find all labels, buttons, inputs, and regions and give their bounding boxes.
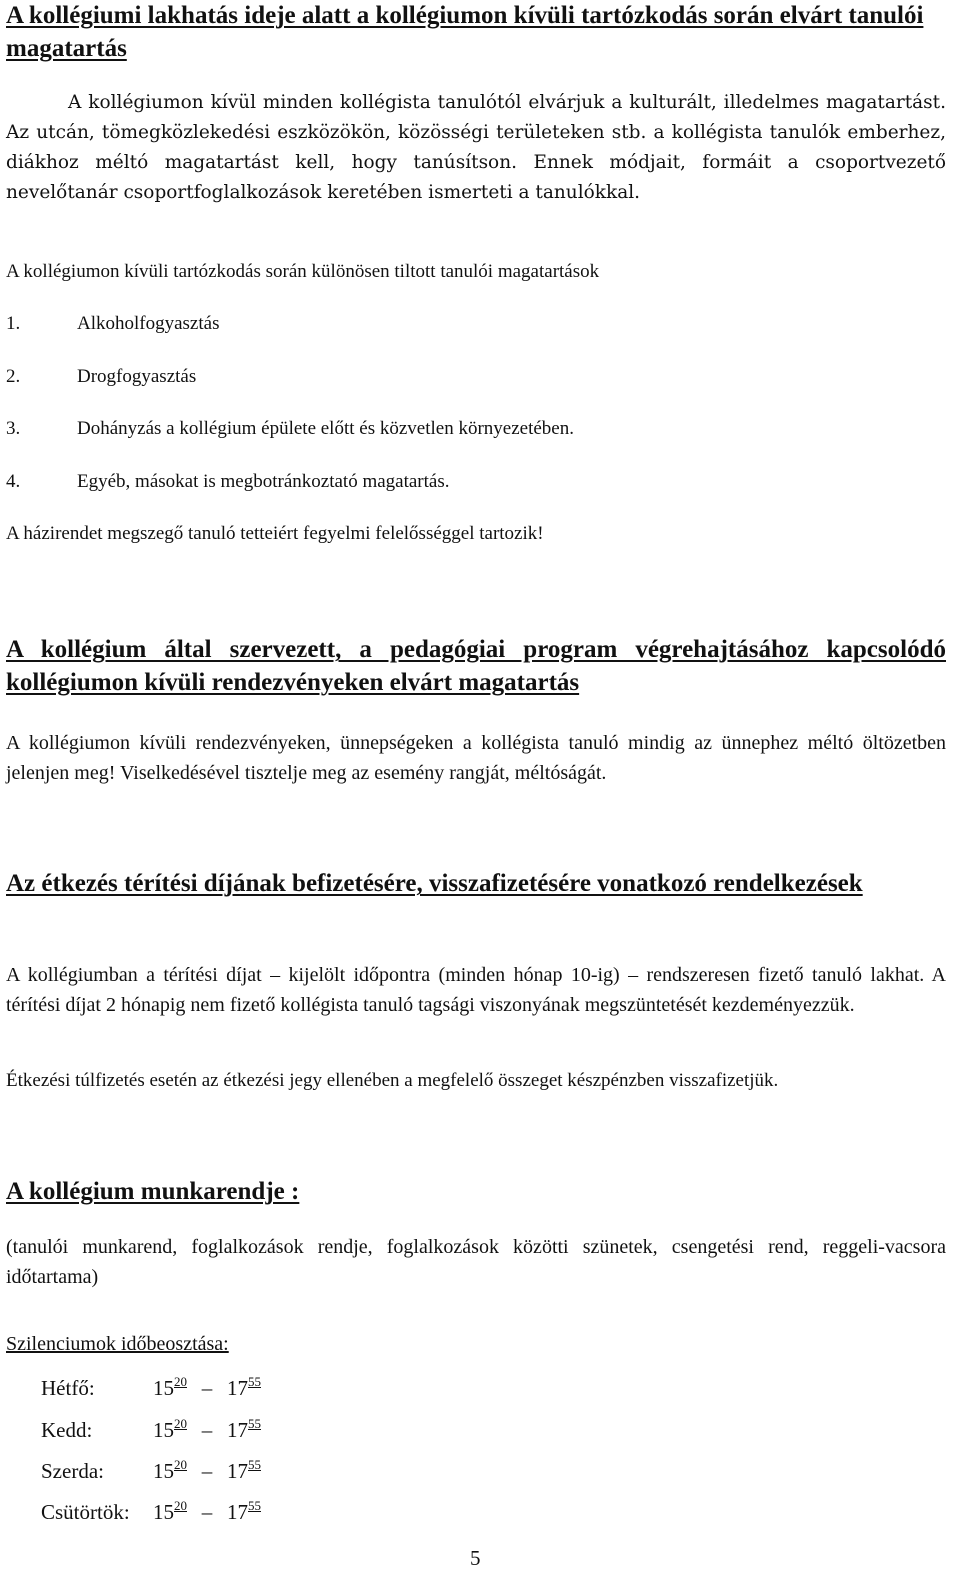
list-item-text: Dohányzás a kollégium épülete előtt és közvetlen környezetében.: [77, 418, 574, 439]
schedule-row: Csütörtök: $15^{20} - 17^{55}$: [41, 1498, 261, 1524]
schedule-row: Hétfő: $15^{20} - 17^{55}$: [41, 1374, 261, 1400]
list-item-number: 2.: [6, 366, 21, 387]
section2-title: A kollégium által szervezett, a pedagógiai program végrehajtásához kapcsolódó kollégiumon kívüli rendezvényeken elvárt magatartás: [6, 636, 946, 696]
section4-body: (tanulói munkarend, foglalkozások rendje, foglalkozások közötti szünetek, csengetési rend, reggeli-vacsora időtartama): [6, 1236, 946, 1288]
section1-intro: A kollégiumon kívül minden kollégista tanulótól elvárjuk a kulturált, illedelmes magatartást. Az utcán, tömegközlekedési eszközökön, közösségi területeken stb. a kollégista tanulók emberhez, diákhoz méltó magatartást kell, hogy tanúsítson. Ennek módjait, formáit a csoportvezető nevelőtanár csoportfoglalkozások keretében ismerteti a tanulókkal.: [6, 92, 946, 203]
list-item-text: Egyéb, másokat is megbotránkoztató magatartás.: [77, 471, 450, 492]
closing-note: A házirendet megszegő tanuló tetteiért fegyelmi felelősséggel tartozik!: [6, 523, 544, 544]
schedule-day: Csütörtök:: [41, 1500, 130, 1524]
section2-body: A kollégiumon kívüli rendezvényeken, ünnepségeken a kollégista tanuló mindig az ünnephez méltó öltözetben jelenjen meg! Viselkedésével tisztelje meg az esemény rangját, méltóságát.: [6, 732, 946, 784]
list-item: [6, 469, 450, 495]
list-item-number: 3.: [6, 418, 21, 439]
schedule-day: Szerda:: [41, 1459, 104, 1483]
schedule-row: Kedd: $15^{20} - 17^{55}$: [41, 1416, 261, 1442]
list-item-text: Drogfogyasztás: [77, 366, 197, 387]
list-item: [6, 416, 574, 442]
list-item-text: Alkoholfogyasztás: [77, 313, 220, 334]
schedule-day: Hétfő:: [41, 1376, 95, 1400]
list-item-number: 1.: [6, 313, 21, 334]
section3-body: A kollégiumban a térítési díjat – kijelölt időpontra (minden hónap 10-ig) – rendszeresen fizető tanuló lakhat. A térítési díjat 2 hónapig nem fizető kollégista tanuló tagsági viszonyának megszüntetését kezdeményezzük.: [6, 964, 946, 1016]
section1-title: A kollégiumi lakhatás ideje alatt a kollégiumon kívüli tartózkodás során elvárt tanulói magatartás: [6, 2, 924, 62]
list-item: [6, 364, 196, 390]
list-item-number: 4.: [6, 471, 21, 492]
prohibited-heading: A kollégiumon kívüli tartózkodás során különösen tiltott tanulói magatartások: [6, 261, 600, 282]
schedule-day: Kedd:: [41, 1418, 93, 1442]
list-item: [6, 311, 219, 337]
schedule-subheading: Szilenciumok időbeosztása:: [6, 1333, 229, 1355]
section4-title: A kollégium munkarendje :: [6, 1178, 300, 1205]
page-number: 5: [470, 1546, 481, 1570]
section3-title: Az étkezés térítési díjának befizetésére, visszafizetésére vonatkozó rendelkezések: [6, 870, 863, 897]
schedule-row: Szerda: $15^{20} - 17^{55}$: [41, 1457, 261, 1483]
section3-note: Étkezési túlfizetés esetén az étkezési jegy ellenében a megfelelő összeget készpénzben visszafizetjük.: [6, 1070, 779, 1091]
